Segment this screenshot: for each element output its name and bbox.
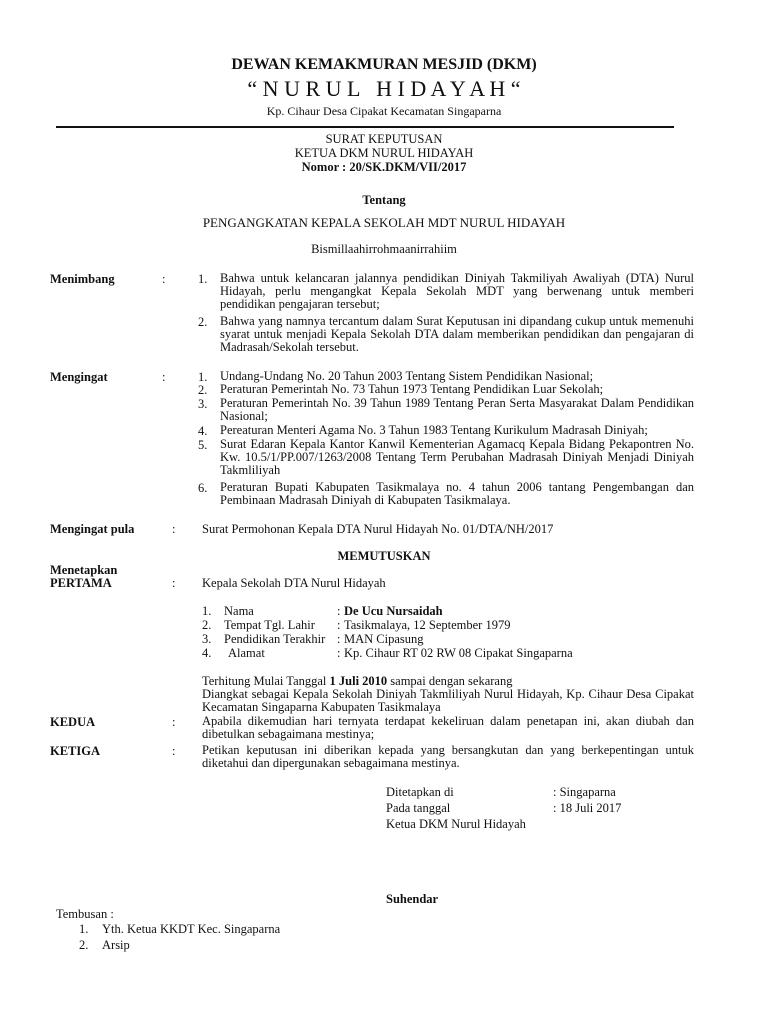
mengingat-colon: : — [162, 370, 166, 384]
kedua-label: KEDUA — [50, 715, 96, 729]
mengingat-item-number: 2. — [198, 383, 208, 397]
org-name: DEWAN KEMAKMURAN MESJID (DKM) — [231, 56, 537, 73]
tembusan-number: 1. — [79, 922, 89, 936]
signatory-name: Suhendar — [386, 892, 439, 906]
mengingat-item-number: 4. — [198, 424, 208, 438]
field-colon: : — [337, 604, 341, 618]
ketiga-text: Petikan keputusan ini diberikan kepada yang bersangkutan dan yang berkepentingan untuk diketahui dan dipergunakan sebagaimana mestinya. — [202, 743, 694, 770]
kedua-colon: : — [172, 715, 176, 729]
decree-number: Nomor : 20/SK.DKM/VII/2017 — [301, 160, 467, 174]
field-number: 2. — [202, 618, 212, 632]
signatory-role: Ketua DKM Nurul Hidayah — [386, 817, 526, 831]
start-date: 1 Juli 2010 — [329, 674, 388, 688]
pertama-label: PERTAMA — [50, 576, 112, 590]
tembusan-item: Arsip — [102, 938, 130, 952]
mengingat-item: Peraturan Bupati Kabupaten Tasikmalaya no. 4 tahun 2006 tantang Pengembangan dan Pembinaan Madrasah Diniyah di Kabupaten Tasikmalaya. — [220, 480, 694, 507]
field-colon: : — [337, 646, 341, 660]
mosque-name: “ N U R U L H I D A Y A H “ — [247, 76, 521, 101]
field-value: Tasikmalaya, 12 September 1979 — [344, 618, 511, 632]
mengingat-item: Undang-Undang No. 20 Tahun 2003 Tentang Sistem Pendidikan Nasional; — [220, 369, 594, 383]
field-value-name: De Ucu Nursaidah — [344, 604, 443, 618]
menimbang-item-number: 1. — [198, 272, 208, 286]
menimbang-item: Bahwa untuk kelancaran jalannya pendidikan Diniyah Takmiliyah Awaliyah (DTA) Nurul Hidayah, perlu mengangkat Kepala Sekolah MDT yang berwenang untuk memberi pendidikan pengajaran tersebut; — [220, 271, 694, 311]
place-label: Ditetapkan di — [386, 785, 454, 799]
letterhead-divider — [56, 126, 674, 128]
field-number: 3. — [202, 632, 212, 646]
field-label: Tempat Tgl. Lahir — [224, 618, 315, 632]
date-value: : 18 Juli 2017 — [553, 801, 622, 815]
field-colon: : — [337, 618, 341, 632]
field-label: Pendidikan Terakhir — [224, 632, 326, 646]
pertama-colon: : — [172, 576, 176, 590]
kedua-text: Apabila dikemudian hari ternyata terdapat kekeliruan dalam penetapan ini, akan diubah dan dibetulkan sebagaimana mestinya; — [202, 714, 694, 741]
field-value: Kp. Cihaur RT 02 RW 08 Cipakat Singaparna — [344, 646, 573, 660]
field-value: MAN Cipasung — [344, 632, 424, 646]
field-label: Nama — [224, 604, 254, 618]
decree-title: SURAT KEPUTUSAN — [325, 132, 443, 146]
ketiga-colon: : — [172, 744, 176, 758]
mengingat-pula-label: Mengingat pula — [50, 522, 135, 536]
menimbang-colon: : — [162, 272, 166, 286]
mengingat-pula-text: Surat Permohonan Kepala DTA Nurul Hidayah No. 01/DTA/NH/2017 — [202, 522, 554, 536]
date-label: Pada tanggal — [386, 801, 451, 815]
field-number: 4. — [202, 646, 212, 660]
tentang-label: Tentang — [362, 193, 406, 207]
menetapkan-label: Menetapkan — [50, 563, 118, 577]
memutuskan-heading: MEMUTUSKAN — [337, 549, 431, 563]
mengingat-item-number: 6. — [198, 481, 208, 495]
mengingat-item: Peraturan Pemerintah No. 73 Tahun 1973 Tentang Pendidikan Luar Sekolah; — [220, 382, 604, 396]
decree-issuer: KETUA DKM NURUL HIDAYAH — [294, 146, 474, 160]
mengingat-label: Mengingat — [50, 370, 108, 384]
field-colon: : — [337, 632, 341, 646]
decree-subject: PENGANGKATAN KEPALA SEKOLAH MDT NURUL HIDAYAH — [202, 215, 566, 230]
mengingat-item-number: 3. — [198, 397, 208, 411]
pertama-text: Kepala Sekolah DTA Nurul Hidayah — [202, 576, 386, 590]
tembusan-item: Yth. Ketua KKDT Kec. Singaparna — [102, 922, 281, 936]
mengingat-item: Peraturan Pemerintah No. 39 Tahun 1989 Tentang Peran Serta Masyarakat Dalam Pendidikan Nasional; — [220, 396, 694, 423]
mengingat-pula-colon: : — [172, 522, 176, 536]
mengingat-item-number: 5. — [198, 438, 208, 452]
menimbang-item-number: 2. — [198, 315, 208, 329]
basmalah: Bismillaahirrohmaanirrahiim — [311, 242, 457, 256]
field-number: 1. — [202, 604, 212, 618]
mengingat-item-number: 1. — [198, 370, 208, 384]
menimbang-item: Bahwa yang namnya tercantum dalam Surat Keputusan ini dipandang cukup untuk memenuhi syarat untuk menjadi Kepala Sekolah DTA dalam memberikan pendidikan dan pengajaran di Madrasah/Sekolah tersebut. — [220, 314, 694, 354]
tembusan-number: 2. — [79, 938, 89, 952]
appointment-text: Diangkat sebagai Kepala Sekolah Diniyah Takmliliyah Nurul Hidayah, Kp. Cihaur Desa Cipakat Kecamatan Singaparna Kabupaten Tasikmalaya — [202, 687, 694, 714]
mengingat-item: Surat Edaran Kepala Kantor Kanwil Kementerian Agamacq Kepala Bidang Pekapontren No. Kw. 10.5/1/PP.007/1263/2008 Tentang Term Perubahan Madrasah Diniyah Menjadi Diniyah Takmliliyah — [220, 437, 694, 477]
field-label: Alamat — [228, 646, 265, 660]
ketiga-label: KETIGA — [50, 744, 101, 758]
start-date-pre: Terhitung Mulai Tanggal — [202, 674, 327, 688]
menimbang-label: Menimbang — [50, 272, 115, 286]
place-value: : Singaparna — [553, 785, 616, 799]
start-date-post: sampai dengan sekarang — [390, 674, 513, 688]
letterhead-address: Kp. Cihaur Desa Cipakat Kecamatan Singaparna — [266, 104, 502, 118]
tembusan-label: Tembusan : — [56, 907, 114, 921]
mengingat-item: Pereaturan Menteri Agama No. 3 Tahun 1983 Tentang Kurikulum Madrasah Diniyah; — [220, 423, 648, 437]
